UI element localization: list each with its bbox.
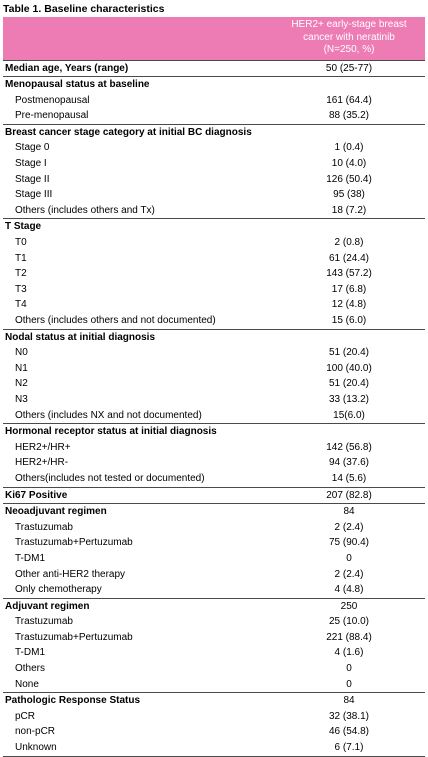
section-row [3, 487, 425, 504]
table-row [3, 156, 425, 172]
header-cohort-line-3: (N=250, %) [323, 44, 375, 55]
table-row [3, 361, 425, 377]
table-row [3, 376, 425, 392]
row-label: Others (includes NX and not documented) [15, 409, 202, 421]
section-label: Menopausal status at baseline [3, 77, 273, 93]
row-value: 2 (2.4) [334, 521, 364, 533]
row-label: T2 [15, 268, 27, 280]
row-value: 2 (0.8) [334, 237, 364, 249]
table-row [3, 203, 425, 219]
row-label: T1 [15, 252, 27, 264]
section-row [3, 124, 425, 140]
table-row [3, 297, 425, 313]
header-cohort-line-2: cancer with neratinib [303, 31, 395, 43]
row-value: 6 (7.1) [273, 740, 425, 756]
table-row [3, 93, 425, 109]
row-value [273, 77, 425, 93]
row-label: Trastuzumab [15, 521, 73, 533]
section-row [3, 77, 425, 93]
row-value: 94 (37.6) [328, 457, 370, 469]
row-value: 33 (13.2) [328, 393, 370, 405]
row-label: Stage III [15, 189, 53, 201]
row-label: T-DM1 [15, 552, 45, 564]
table-header [3, 17, 425, 60]
row-label: HER2+/HR+ [15, 441, 71, 453]
section-row [3, 219, 425, 235]
table-row [3, 614, 425, 630]
row-label: N3 [15, 393, 28, 405]
row-value: 95 (38) [333, 189, 365, 201]
row-label: Trastuzumab+Pertuzumab [15, 537, 133, 549]
row-label: Only chemotherapy [15, 584, 102, 596]
row-value: 17 (6.8) [331, 283, 367, 295]
row-value: 126 (50.4) [326, 173, 372, 185]
row-label: Unknown [3, 740, 273, 756]
row-label: Stage 0 [15, 142, 50, 154]
row-value: 15 (6.0) [331, 315, 367, 326]
table-row [3, 251, 425, 267]
row-label: Others (includes others and not documented) [15, 315, 216, 326]
section-row [3, 329, 425, 345]
section-row [3, 60, 425, 77]
section-label: Breast cancer stage category at initial BC diagnosis [3, 124, 273, 140]
section-row [3, 693, 425, 709]
table-row [3, 345, 425, 361]
table-body [3, 60, 425, 756]
row-value: 0 [346, 678, 352, 690]
row-value: 18 (7.2) [331, 204, 367, 216]
table-row [3, 520, 425, 536]
table-row [3, 235, 425, 251]
row-label: N0 [15, 347, 28, 359]
table-row [3, 172, 425, 188]
row-label: Trastuzumab [15, 616, 73, 628]
section-label: Ki67 Positive [3, 487, 273, 504]
section-label: Median age, Years (range) [3, 60, 273, 77]
section-label: Hormonal receptor status at initial diagnosis [3, 424, 273, 440]
row-label: T-DM1 [15, 647, 45, 659]
row-label: None [15, 678, 39, 690]
section-label: Adjuvant regimen [3, 598, 273, 614]
header-row [3, 17, 425, 60]
row-label: Stage II [15, 173, 50, 185]
table-row [3, 392, 425, 408]
row-label: Others [15, 663, 46, 675]
row-label: non-pCR [15, 726, 56, 738]
row-value: 84 [273, 693, 425, 709]
row-value: 250 [273, 598, 425, 614]
row-value: 46 (54.8) [328, 726, 370, 738]
table-row [3, 582, 425, 598]
row-value: 12 (4.8) [331, 299, 367, 311]
row-value: 0 [346, 552, 352, 564]
baseline-characteristics-table [3, 17, 425, 757]
row-label: Postmenopausal [15, 94, 90, 106]
header-characteristic-cell [3, 17, 273, 60]
row-value [273, 219, 425, 235]
row-label: Trastuzumab+Pertuzumab [15, 631, 133, 643]
row-label: Other anti-HER2 therapy [15, 568, 126, 580]
row-label: Others (includes others and Tx) [15, 204, 155, 216]
table-row [3, 266, 425, 282]
row-value: 1 (0.4) [334, 142, 364, 154]
row-value [273, 329, 425, 345]
row-label: T4 [15, 299, 27, 311]
row-label: T0 [15, 237, 27, 249]
row-value: 2 (2.4) [334, 568, 364, 580]
row-value: 142 (56.8) [326, 441, 372, 453]
row-label: pCR [15, 710, 36, 722]
row-value: 14 (5.6) [331, 472, 367, 484]
table-row [3, 661, 425, 677]
row-value [273, 424, 425, 440]
table-row [3, 724, 425, 740]
row-value: 207 (82.8) [273, 487, 425, 504]
table-row [3, 313, 425, 329]
table-row [3, 709, 425, 725]
row-value: 32 (38.1) [328, 710, 370, 722]
section-label: Neoadjuvant regimen [3, 504, 273, 520]
row-value: 4 (4.8) [334, 584, 364, 596]
table-row [3, 140, 425, 156]
table-caption: Table 1. Baseline characteristics [3, 3, 165, 15]
row-label: T3 [15, 283, 27, 295]
table-row [3, 551, 425, 567]
table-row [3, 535, 425, 551]
table-row [3, 282, 425, 298]
table-row [3, 677, 425, 693]
row-value [273, 124, 425, 140]
row-value: 50 (25-77) [273, 60, 425, 77]
table-row [3, 567, 425, 583]
row-value: 4 (1.6) [334, 647, 364, 659]
table-row [3, 408, 425, 424]
header-cohort-line-1: HER2+ early-stage breast [291, 19, 407, 30]
table-row [3, 630, 425, 646]
row-value: 88 (35.2) [328, 110, 370, 122]
row-value: 75 (90.4) [328, 537, 370, 549]
row-label: Pre-menopausal [15, 110, 89, 122]
header-cohort-cell [273, 17, 425, 60]
section-label: T Stage [3, 219, 273, 235]
row-value: 143 (57.2) [326, 268, 372, 280]
row-label: HER2+/HR- [15, 457, 69, 469]
row-value: 51 (20.4) [328, 347, 370, 359]
row-label: Stage I [15, 158, 47, 170]
section-label: Pathologic Response Status [3, 693, 273, 709]
row-value: 221 (88.4) [326, 631, 372, 643]
row-value: 51 (20.4) [328, 378, 370, 390]
section-row [3, 424, 425, 440]
section-row [3, 504, 425, 520]
table-row [3, 740, 425, 756]
row-value: 84 [273, 504, 425, 520]
row-value: 61 (24.4) [328, 252, 370, 264]
table-row [3, 471, 425, 487]
table-row [3, 440, 425, 456]
row-value: 100 (40.0) [326, 362, 372, 374]
table-row [3, 645, 425, 661]
row-value: 161 (64.4) [326, 94, 372, 106]
table-row [3, 187, 425, 203]
row-label: N1 [15, 362, 28, 374]
row-label: N2 [15, 378, 28, 390]
row-value: 10 (4.0) [331, 158, 367, 170]
row-value: 0 [346, 663, 352, 675]
row-value: 25 (10.0) [328, 616, 370, 628]
row-value: 15(6.0) [333, 409, 365, 421]
table-row [3, 108, 425, 124]
section-row [3, 598, 425, 614]
row-label: Others(includes not tested or documented) [15, 472, 205, 484]
section-label: Nodal status at initial diagnosis [3, 329, 273, 345]
table-row [3, 455, 425, 471]
